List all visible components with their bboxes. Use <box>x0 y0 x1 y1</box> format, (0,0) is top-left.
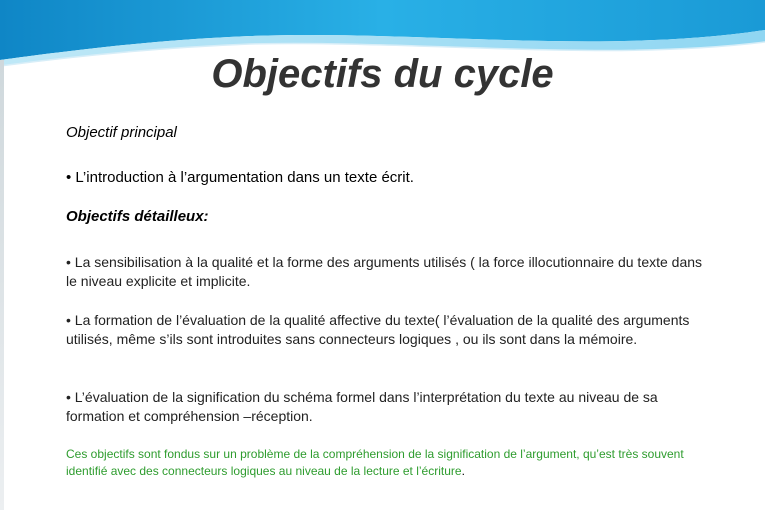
detail-bullet-2: • La formation de l’évaluation de la qualité affective du texte( l’évaluation de la qualité des arguments utilisés, même s’ils sont introduites sans connecteurs logiques , ou ils sont dans la mémoire. <box>66 312 690 347</box>
detail-bullet-3: • L’évaluation de la signification du schéma formel dans l’interprétation du texte au niveau de sa formation et compréhension –réception. <box>66 389 658 424</box>
main-objective-bullet: • L’introduction à l’argumentation dans un texte écrit. <box>66 169 414 186</box>
detailed-objectives-heading: Objectifs détailleux: <box>66 208 209 225</box>
left-edge-decoration <box>0 60 4 510</box>
detail-bullet-1: • La sensibilisation à la qualité et la forme des arguments utilisés ( la force illocutionnaire du texte dans le niveau explicite et implicite. <box>66 254 703 289</box>
slide-title: Objectifs du cycle <box>211 52 554 96</box>
footnote-period: . <box>461 464 465 478</box>
footnote-text: Ces objectifs sont fondus sur un problème de la compréhension de la signification de l’argument, qu’est très souvent identifié avec des connecteurs logiques au niveau de la lecture et l’écriture <box>66 447 684 478</box>
footnote <box>66 446 706 480</box>
main-objective-heading: Objectif principal <box>66 124 177 141</box>
